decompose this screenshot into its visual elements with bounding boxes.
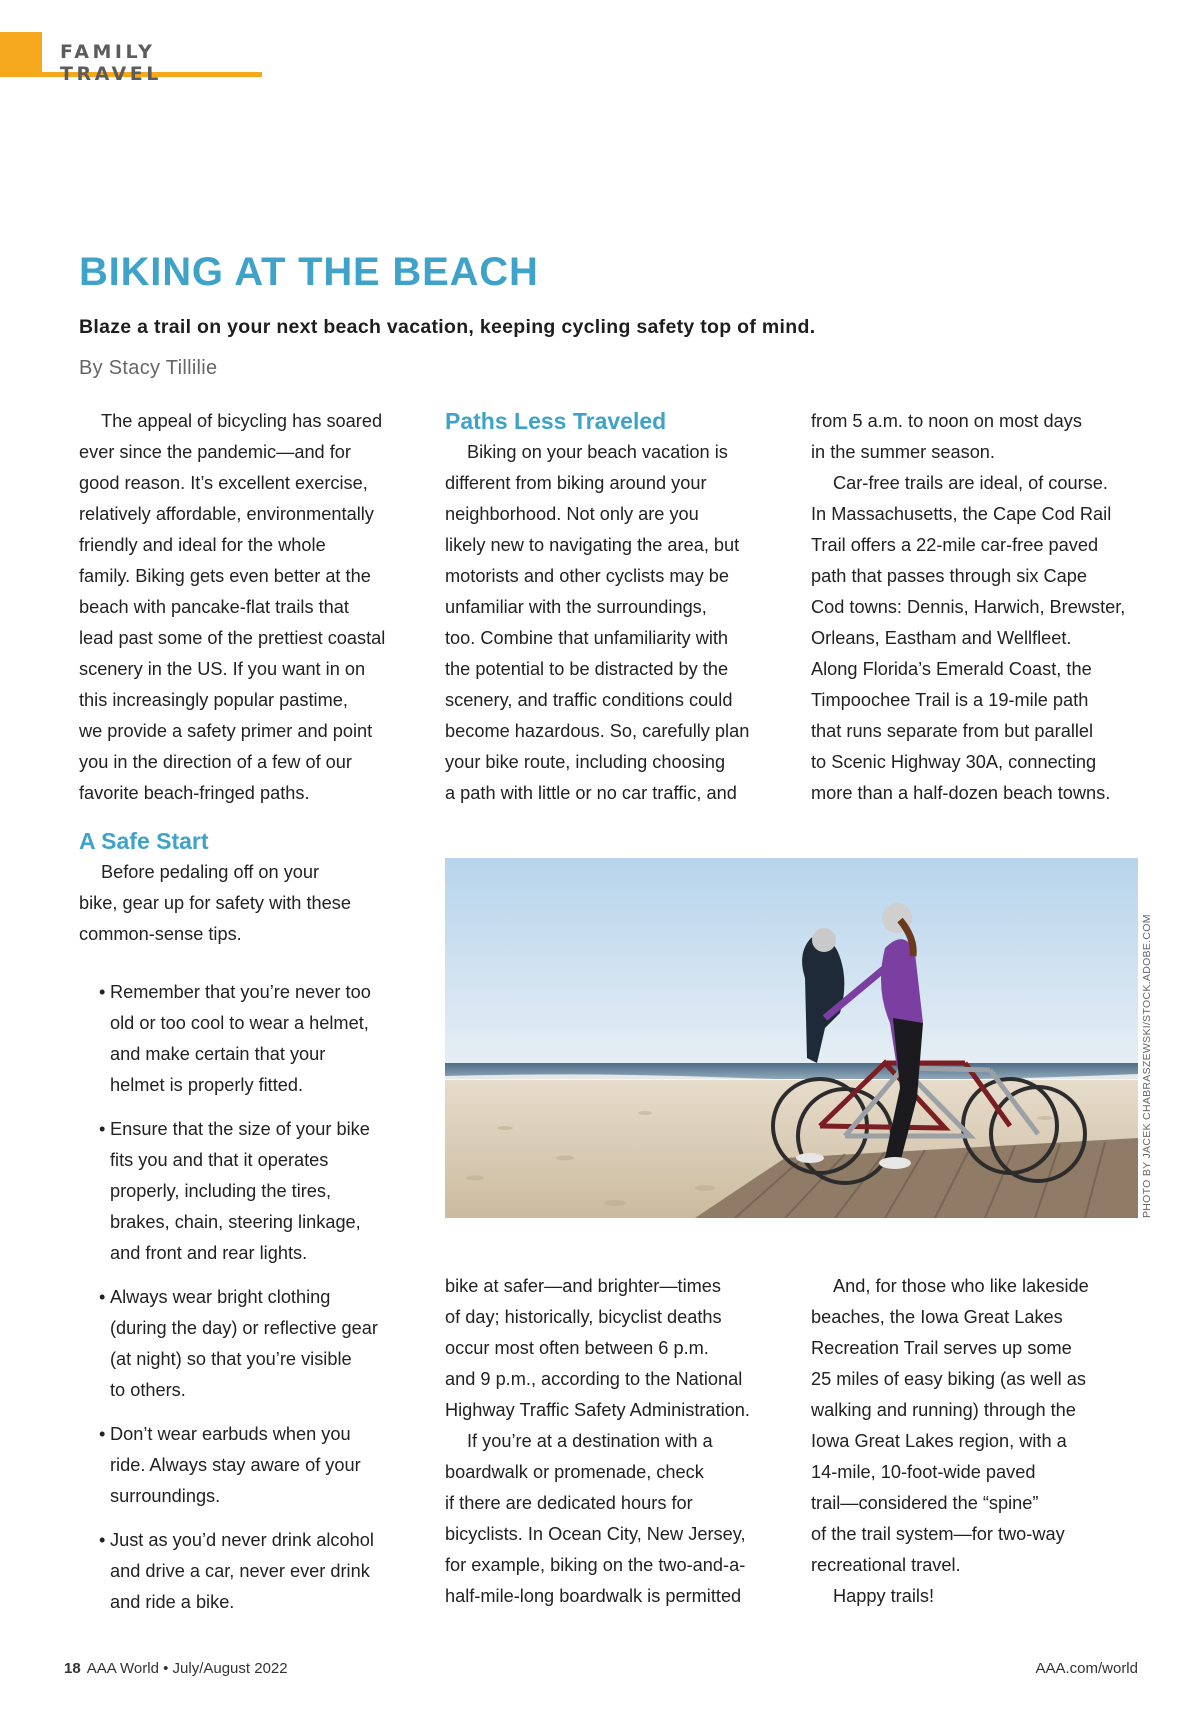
paths-paragraph: Biking on your beach vacation is different from biking around your neighborhood. Not only are you likely new to navigating the area, but motorists and other cyclists may be unfamiliar with the surroundings, too. Combine that unfamiliarity with the potential to be distracted by the scenery, and traffic conditions could become hazardous. So, carefully plan your bike route, including choosing a path with little or no car traffic, and (445, 442, 750, 803)
article-byline: By Stacy Tillilie (79, 357, 218, 379)
subhead-paths-less-traveled: Paths Less Traveled (445, 408, 667, 434)
bullet-mark: • (99, 1530, 106, 1550)
column-2-bottom (445, 1271, 790, 1612)
intro-paragraph: The appeal of bicycling has soared ever since the pandemic—and for good reason. It’s excellent exercise, relatively affordable, environmentally friendly and ideal for the whole family. Biking gets even better at the beach with pancake-flat trails that lead past some of the prettiest coastal scenery in the US. If you want in on this increasingly popular pastime, we provide a safety primer and point you in the direction of a few of our favorite beach-fringed paths. (79, 411, 386, 803)
column-1-tips (79, 977, 419, 1631)
bullet-mark: • (99, 1119, 106, 1139)
photo-credit: PHOTO BY JACEK CHABRASZEWSKI/STOCK.ADOBE.COM (1141, 914, 1153, 1218)
bullet-mark: • (99, 982, 106, 1002)
safety-tip (79, 1282, 419, 1406)
page-number: 18 (64, 1660, 81, 1677)
safety-tip-text: Ensure that the size of your bike fits you and that it operates properly, including the tires, brakes, chain, steering linkage, and front and rear lights. (110, 1119, 370, 1263)
boardwalk-paragraph: If you’re at a destination with a boardwalk or promenade, check if there are dedicated hours for bicyclists. In Ocean City, New Jersey, for example, biking on the two-and-a- half-mile-long boardwalk is permitted (445, 1431, 746, 1606)
beach-bikes-photo (445, 858, 1138, 1218)
subhead-safe-start: A Safe Start (79, 828, 209, 854)
car-free-trails-paragraph: Car-free trails are ideal, of course. In Massachusetts, the Cape Cod Rail Trail offers a 22-mile car-free paved path that passes through six Cape Cod towns: Dennis, Harwich, Brewster, Orleans, Eastham and Wellfleet. Along Florida’s Emerald Coast, the Timpoochee Trail is a 19-mile path that runs separate from but parallel to Scenic Highway 30A, connecting more than a half-dozen beach towns. (811, 473, 1126, 803)
safety-tip-text: Always wear bright clothing (during the day) or reflective gear (at night) so that you’re visible to others. (110, 1287, 378, 1400)
safety-tip-text: Remember that you’re never too old or too cool to wear a helmet, and make certain that your helmet is properly fitted. (110, 982, 371, 1095)
column-3-bottom (811, 1271, 1156, 1612)
safety-tip (79, 1114, 419, 1269)
publication-info: AAA World • July/August 2022 (86, 1660, 288, 1677)
safety-tip-text: Just as you’d never drink alcohol and drive a car, never ever drink and ride a bike. (110, 1530, 374, 1612)
safety-tip (79, 1419, 419, 1512)
bullet-mark: • (99, 1287, 106, 1307)
safety-tips-list (79, 977, 419, 1618)
safety-tip (79, 1525, 419, 1618)
column-3-top (811, 406, 1156, 809)
happy-trails-paragraph: Happy trails! (833, 1586, 935, 1606)
section-tab (0, 32, 262, 85)
safety-tip-text: Don’t wear earbuds when you ride. Always stay aware of your surroundings. (110, 1424, 361, 1506)
footer-url: AAA.com/world (1035, 1660, 1138, 1677)
section-tab-block (0, 32, 42, 77)
footer-left (64, 1660, 288, 1677)
article-title: BIKING AT THE BEACH (79, 250, 539, 294)
beach-bikes-illustration (445, 858, 1138, 1218)
iowa-trail-paragraph: And, for those who like lakeside beaches, the Iowa Great Lakes Recreation Trail serves up some 25 miles of easy biking (as well as walking and running) through the Iowa Great Lakes region, with a 14-mile, 10-foot-wide paved trail—considered the “spine” of the trail system—for two-way recreational travel. (811, 1276, 1089, 1575)
bullet-mark: • (99, 1424, 106, 1444)
hours-paragraph: from 5 a.m. to noon on most days in the summer season. (811, 411, 1082, 462)
column-2-top (445, 406, 790, 809)
article-dek: Blaze a trail on your next beach vacation, keeping cycling safety top of mind. (79, 316, 816, 338)
safer-times-paragraph: bike at safer—and brighter—times of day; historically, bicyclist deaths occur most often between 6 p.m. and 9 p.m., according to the National Highway Traffic Safety Administration. (445, 1276, 750, 1420)
column-1-safe-start (79, 826, 419, 950)
column-1-intro (79, 406, 419, 809)
safe-start-paragraph: Before pedaling off on your bike, gear up for safety with these common-sense tips. (79, 862, 351, 944)
section-label: FAMILY TRAVEL (60, 41, 162, 85)
safety-tip (79, 977, 419, 1101)
